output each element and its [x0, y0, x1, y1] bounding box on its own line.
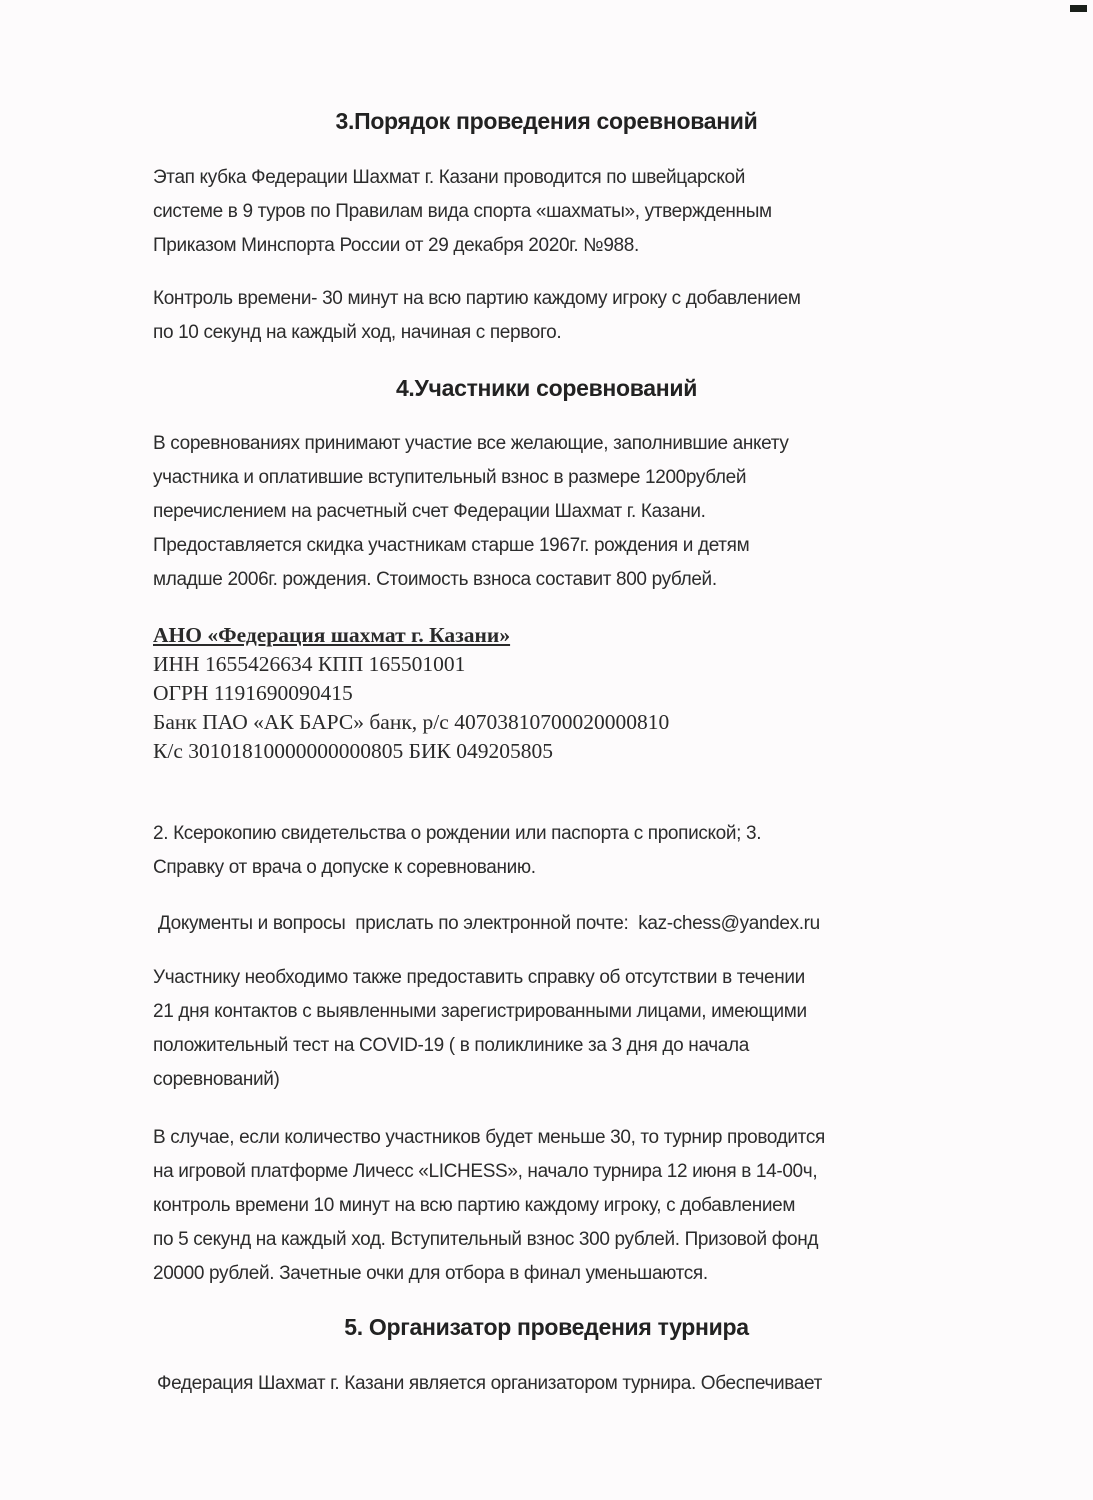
section-5-paragraph [157, 1367, 1007, 1401]
requisites-line: Банк ПАО «АК БАРС» банк, р/с 40703810700020000810 [153, 710, 670, 734]
scan-edge-mark [1070, 5, 1087, 12]
section-5-heading: 5. Организатор проведения турнира [344, 1314, 749, 1340]
text-line: по 5 секунд на каждый ход. Вступительный взнос 300 рублей. Призовой фонд [153, 1229, 819, 1250]
text-line: участника и оплатившие вступительный взнос в размере 1200рублей [153, 467, 747, 488]
text-line: Участнику необходимо также предоставить справку об отсутствии в течении [153, 967, 805, 988]
text-line: 21 дня контактов с выявленными зарегистрированными лицами, имеющими [153, 1001, 807, 1022]
text-line: 2. Ксерокопию свидетельства о рождении или паспорта с пропиской; 3. [153, 823, 762, 844]
text-line: Этап кубка Федерации Шахмат г. Казани проводится по швейцарской [153, 167, 745, 188]
documents-paragraph [153, 817, 1003, 885]
text-line: перечислением на расчетный счет Федерации Шахмат г. Казани. [153, 501, 706, 522]
text-line: В случае, если количество участников будет меньше 30, то турнир проводится [153, 1127, 825, 1148]
text-line: Федерация Шахмат г. Казани является организатором турнира. Обеспечивает [157, 1373, 822, 1394]
organization-name: АНО «Федерация шахмат г. Казани» [153, 623, 511, 647]
requisites-line: ИНН 1655426634 КПП 165501001 [153, 652, 466, 676]
contact-email-link[interactable]: kaz-chess@yandex.ru [638, 913, 820, 934]
text-line: Справку от врача о допуске к соревнованию. [153, 857, 536, 878]
text-line: младше 2006г. рождения. Стоимость взноса составит 800 рублей. [153, 569, 717, 590]
covid-paragraph [153, 961, 1003, 1097]
text-line: В соревнованиях принимают участие все желающие, заполнившие анкету [153, 433, 789, 454]
contact-text: Документы и вопросы прислать по электронной почте: [153, 913, 639, 934]
section-4-participants-paragraph [153, 427, 1003, 597]
contact-line [153, 907, 1003, 941]
text-line: на игровой платформе Личесс «LICHESS», начало турнира 12 июня в 14-00ч, [153, 1161, 818, 1182]
requisites-line: ОГРН 1191690090415 [153, 681, 353, 705]
text-line: Предоставляется скидка участникам старше 1967г. рождения и детям [153, 535, 750, 556]
section-3-paragraph-2 [153, 282, 1003, 350]
text-line: контроль времени 10 минут на всю партию каждому игроку, с добавлением [153, 1195, 796, 1216]
section-4-heading: 4.Участники соревнований [395, 375, 698, 401]
text-line: по 10 секунд на каждый ход, начиная с первого. [153, 322, 562, 343]
requisites-line: К/с 30101810000000000805 БИК 049205805 [153, 739, 553, 763]
online-tournament-paragraph [153, 1121, 1003, 1291]
section-3-paragraph-1 [153, 161, 1003, 263]
bank-requisites [153, 621, 853, 766]
text-line: 20000 рублей. Зачетные очки для отбора в финал уменьшаются. [153, 1263, 708, 1284]
section-3-heading: 3.Порядок проведения соревнований [335, 108, 758, 134]
text-line: положительный тест на COVID-19 ( в поликлинике за 3 дня до начала [153, 1035, 749, 1056]
text-line: соревнований) [153, 1069, 280, 1090]
text-line: системе в 9 туров по Правилам вида спорта «шахматы», утвержденным [153, 201, 772, 222]
text-line: Контроль времени- 30 минут на всю партию каждому игроку с добавлением [153, 288, 801, 309]
text-line: Приказом Минспорта России от 29 декабря 2020г. №988. [153, 235, 639, 256]
contact-paragraph [153, 907, 1003, 941]
